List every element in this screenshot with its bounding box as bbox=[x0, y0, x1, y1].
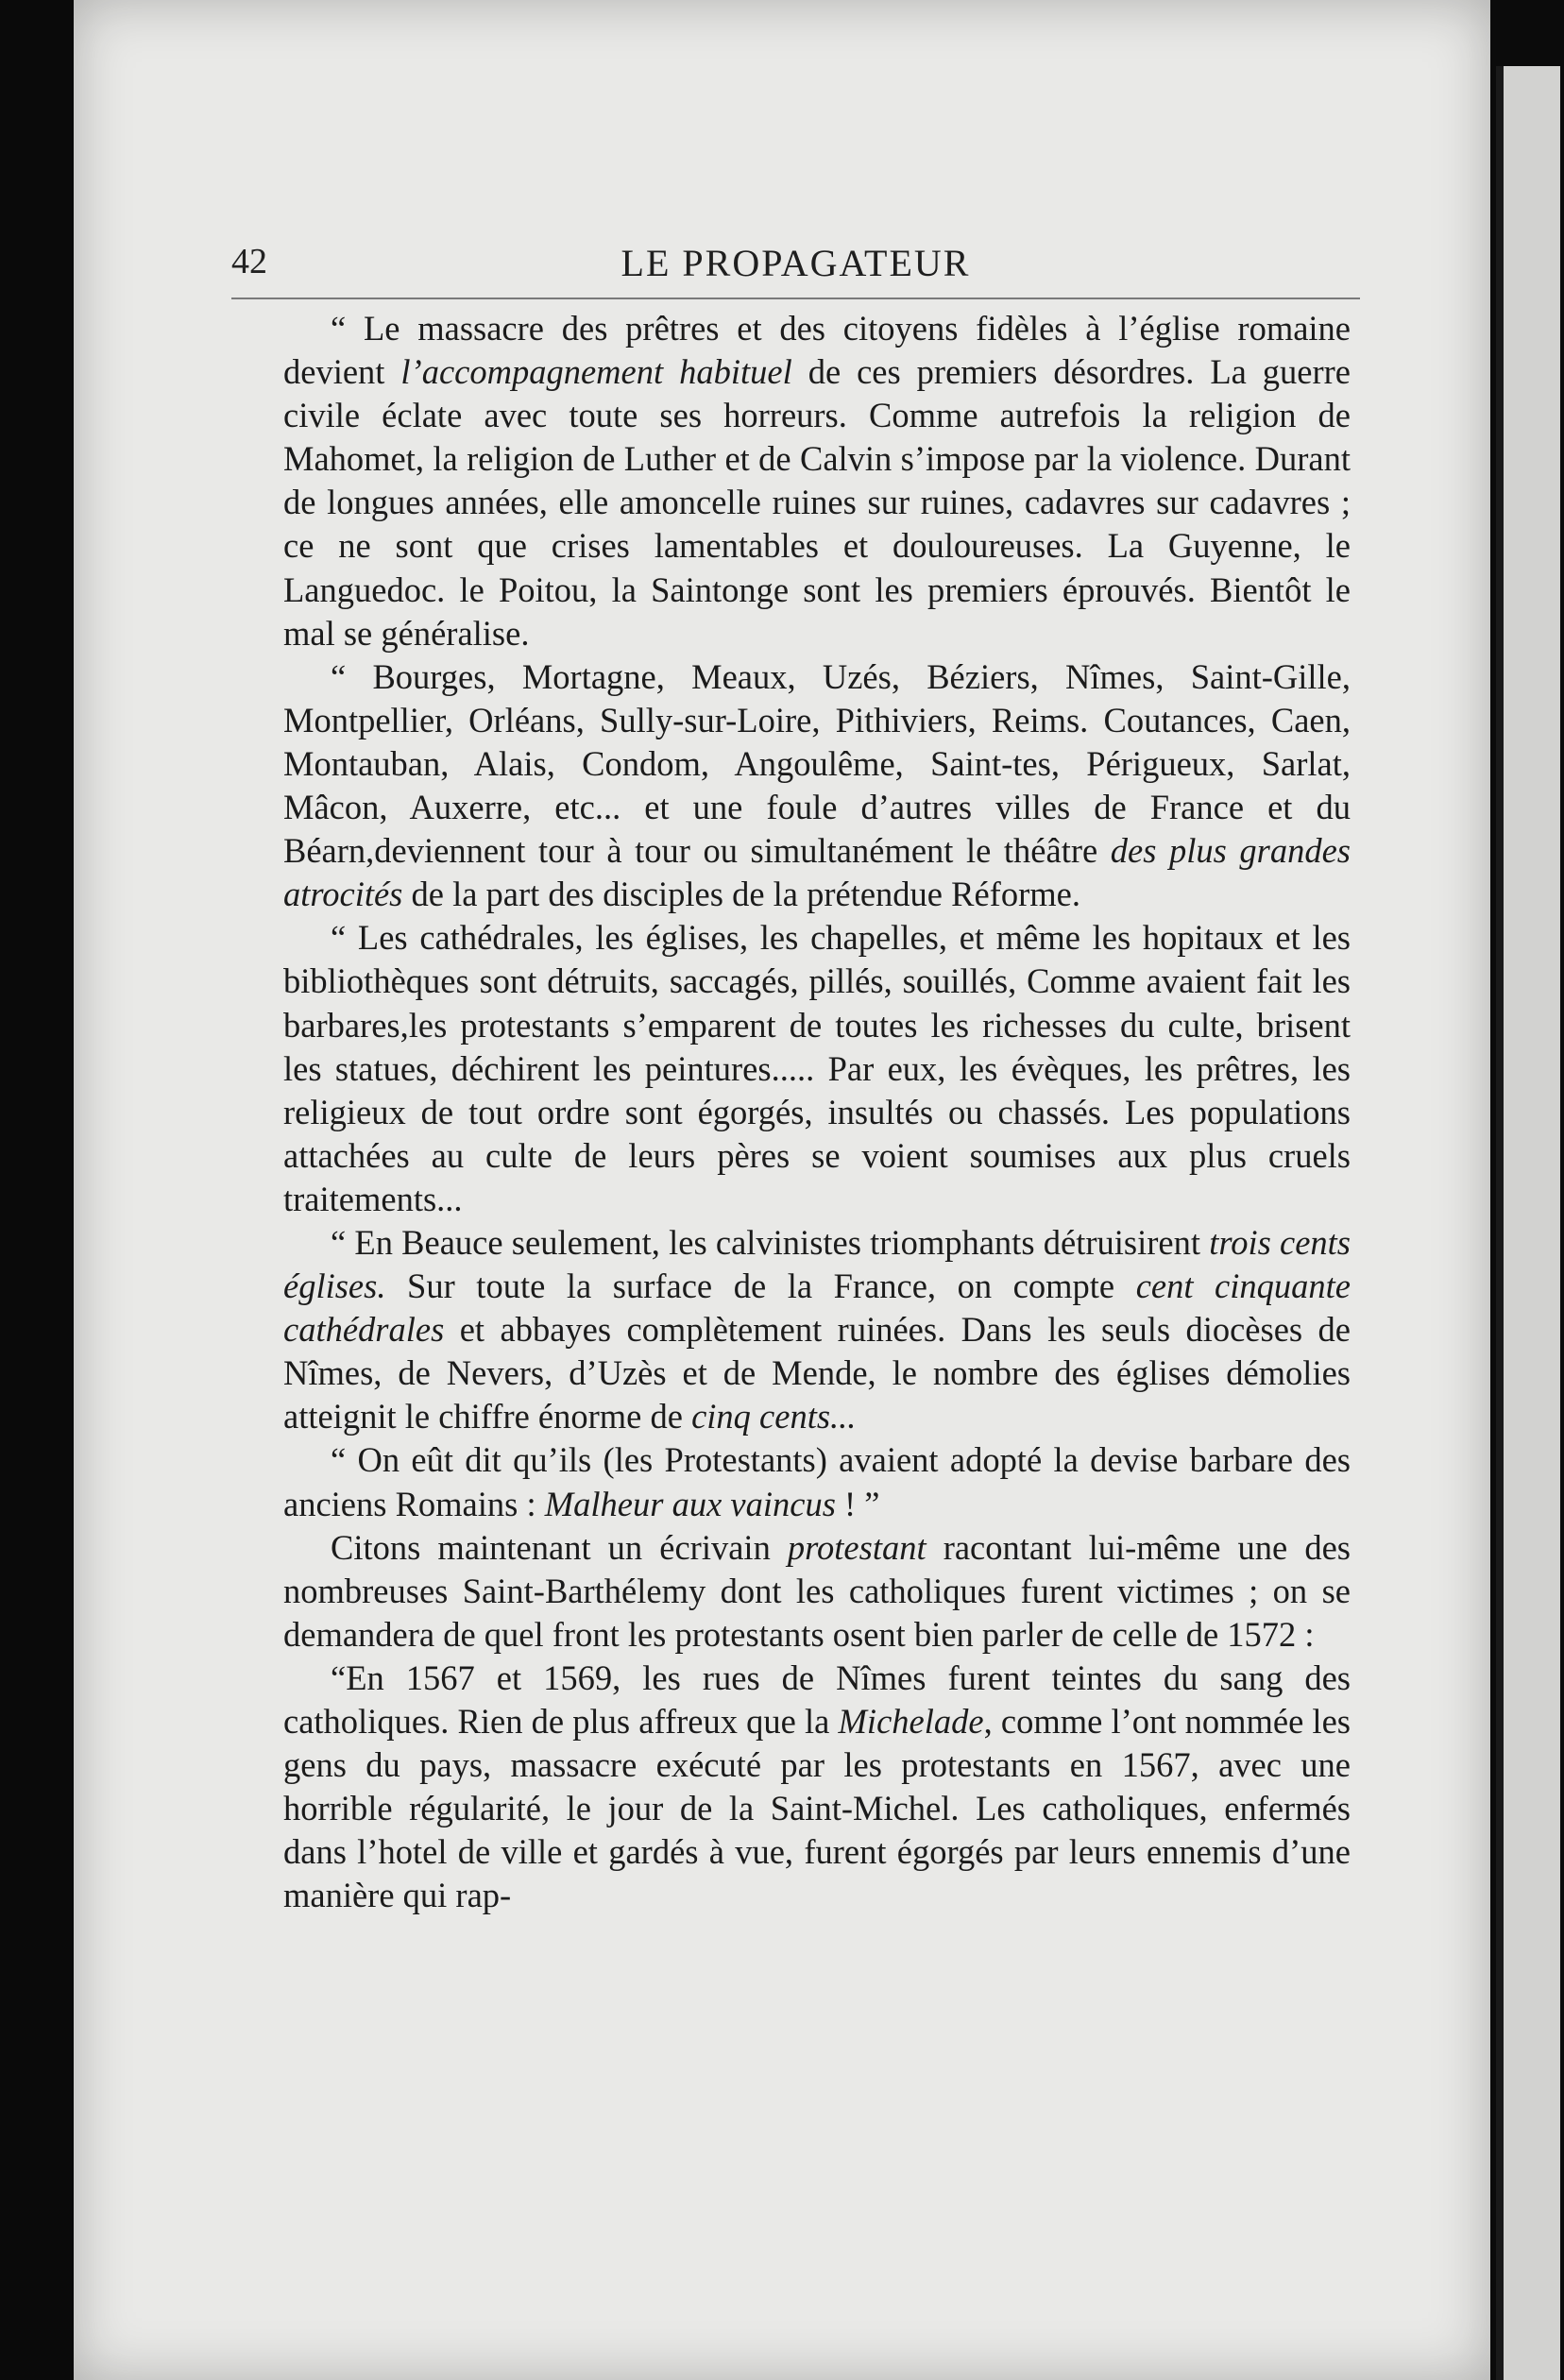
text-run: de ces premiers désordres. La guerre civile éclate avec toute ses horreurs. Comme autrefois la religion de Mahomet, la religion de Luther et de Calvin s’impose par la violence. Durant de longues années, elle amoncelle ruines sur ruines, cadavres sur cadavres ; ce ne sont que crises lamentables et douloureuses. La Guyenne, le Languedoc. le Poitou, la Saintonge sont les premiers éprouvés. Bientôt le mal se généralise. bbox=[283, 352, 1351, 653]
paragraph bbox=[283, 1526, 1351, 1657]
paragraph bbox=[283, 916, 1351, 1221]
text-run: et abbayes complètement ruinées. Dans les seuls diocèses de Nîmes, de Nevers, d’Uzès et de Mende, le nombre des églises démolies atteignit le chiffre énorme de bbox=[283, 1310, 1351, 1436]
text-run: racontant lui-même une des nombreuses Saint-Barthélemy dont les catholiques furent victimes ; on se demandera de quel front les protestants osent bien parler de celle de 1572 : bbox=[283, 1527, 1351, 1654]
text-run: “ En Beauce seulement, les calvinistes triomphants détruisirent bbox=[331, 1222, 1210, 1262]
italic-phrase: des plus grandes atrocités bbox=[283, 831, 1352, 914]
header-rule bbox=[231, 298, 1360, 299]
scan-left-edge bbox=[0, 0, 74, 2380]
text-run: de la part des disciples de la prétendue Réforme. bbox=[402, 875, 1080, 914]
text-run: “ On eût dit qu’ils (les Protestants) avaient adopté la devise barbare des anciens Romains : bbox=[283, 1440, 1351, 1523]
paragraph bbox=[283, 655, 1351, 917]
running-title: LE PROPAGATEUR bbox=[620, 242, 971, 284]
paragraph bbox=[283, 307, 1351, 655]
paragraph bbox=[283, 1221, 1351, 1438]
italic-phrase: cent cinquante cathédrales bbox=[283, 1266, 1351, 1350]
italic-phrase: protestant bbox=[787, 1527, 926, 1567]
text-run: , comme l’ont nommée les gens du pays, massacre exécuté par les protestants en 1567, avec une horrible régularité, le jour de la Saint-Michel. Les catholiques, enfermés dans l’hotel de ville et gardés à vue, furent égorgés par leurs ennemis d’une manière qui rap- bbox=[283, 1702, 1351, 1915]
page-header bbox=[231, 231, 1360, 288]
adjacent-page-edge bbox=[1496, 66, 1560, 2380]
text-run: “En 1567 et 1569, les rues de Nîmes furent teintes du sang des catholiques. Rien de plus affreux que la bbox=[283, 1658, 1351, 1741]
page-number: 42 bbox=[231, 242, 267, 281]
text-run: Citons maintenant un écrivain bbox=[331, 1527, 788, 1567]
italic-phrase: cinq cents... bbox=[691, 1397, 857, 1436]
italic-phrase: Michelade bbox=[838, 1702, 984, 1741]
text-run: ! ” bbox=[835, 1484, 880, 1523]
italic-phrase: Malheur aux vaincus bbox=[544, 1484, 836, 1523]
paragraph bbox=[283, 1657, 1351, 1918]
paragraph bbox=[283, 1438, 1351, 1525]
italic-phrase: trois cents églises. bbox=[283, 1222, 1352, 1306]
text-run: “ Le massacre des prêtres et des citoyens fidèles à l’église romaine devient bbox=[283, 309, 1351, 392]
text-run: “ Les cathédrales, les églises, les chapelles, et même les hopitaux et les bibliothèques sont détruits, saccagés, pillés, souillés, Comme avaient fait les barbares,les protestants s’emparent de toutes les richesses du culte, brisent les statues, déchirent les peintures..... Par eux, les évèques, les prêtres, les religieux de tout ordre sont égorgés, insultés ou chassés. Les populations attachées au culte de leurs pères se voient soumises aux plus cruels traitements... bbox=[283, 918, 1351, 1218]
body-text bbox=[283, 307, 1351, 1917]
italic-phrase: l’accompagnement habituel bbox=[400, 352, 792, 392]
text-run: Sur toute la surface de la France, on compte bbox=[385, 1266, 1136, 1306]
text-run: “ Bourges, Mortagne, Meaux, Uzés, Béziers, Nîmes, Saint-Gille, Montpellier, Orléans, Sully-sur-Loire, Pithiviers, Reims. Coutances, Caen, Montauban, Alais, Condom, Angoulême, Saint-tes, Périgueux, Sarlat, Mâcon, Auxerre, etc... et une foule d’autres villes de France et du Béarn,deviennent tour à tour ou simultanément le théâtre bbox=[283, 656, 1351, 871]
